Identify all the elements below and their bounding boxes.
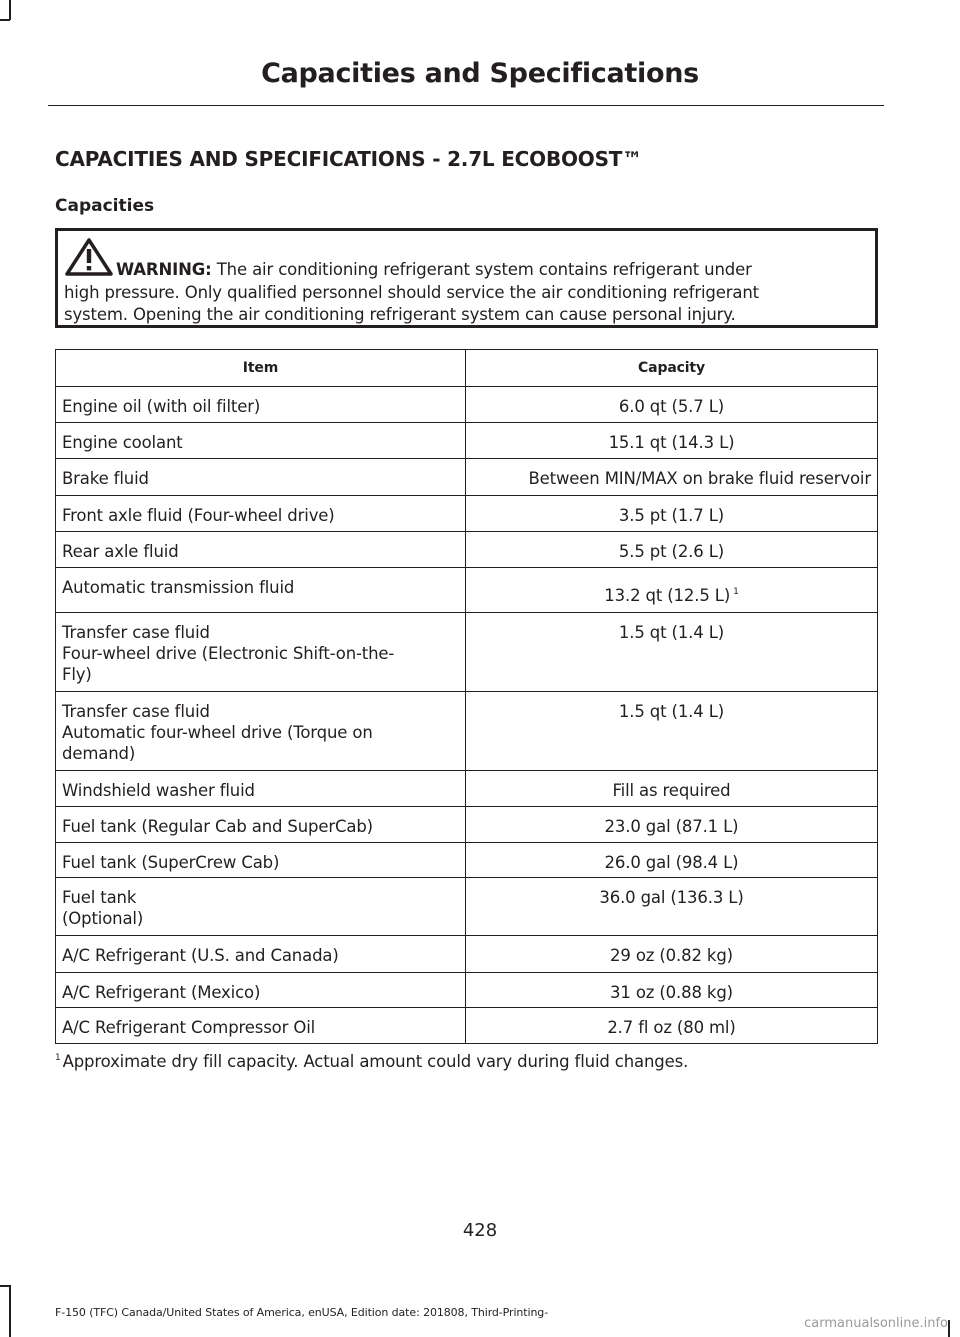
item-line: Fly)	[62, 665, 92, 684]
capacity-cell	[466, 532, 878, 568]
capacity-cell	[466, 771, 878, 807]
item-cell	[56, 878, 466, 936]
footnote-text: Approximate dry fill capacity. Actual amount could vary during fluid changes.	[62, 1052, 689, 1071]
capacity-cell	[466, 692, 878, 771]
table-row	[56, 568, 878, 613]
capacity-cell	[466, 807, 878, 843]
item-line: Fuel tank (SuperCrew Cab)	[62, 853, 280, 872]
item-cell	[56, 459, 466, 496]
item-cell	[56, 568, 466, 613]
subheading: Capacities	[55, 196, 155, 216]
item-line: Four-wheel drive (Electronic Shift-on-the-	[62, 644, 395, 663]
item-line: A/C Refrigerant (U.S. and Canada)	[62, 946, 339, 965]
item-line: Rear axle fluid	[62, 542, 179, 561]
capacity-value: 1.5 qt (1.4 L)	[618, 623, 725, 642]
table-row	[56, 423, 878, 459]
crop-mark	[948, 1320, 950, 1337]
item-cell	[56, 387, 466, 423]
item-cell	[56, 692, 466, 771]
capacity-value: 13.2 qt (12.5 L)	[604, 586, 731, 605]
table-body	[56, 387, 878, 1044]
crop-mark	[9, 0, 11, 20]
table-row	[56, 692, 878, 771]
item-line: Front axle fluid (Four-wheel drive)	[62, 506, 335, 525]
table-row	[56, 973, 878, 1008]
item-line: Automatic four-wheel drive (Torque on	[62, 723, 373, 742]
capacity-value: 5.5 pt (2.6 L)	[618, 542, 725, 561]
capacity-value: 2.7 fl oz (80 ml)	[607, 1018, 736, 1037]
capacity-value: 15.1 qt (14.3 L)	[608, 433, 735, 452]
table-row	[56, 807, 878, 843]
item-cell	[56, 613, 466, 692]
column-header-item: Item	[56, 350, 466, 387]
item-cell	[56, 936, 466, 973]
page-number: 428	[462, 1220, 498, 1241]
item-line: Transfer case fluid	[62, 623, 210, 642]
warning-line: system. Opening the air conditioning refrigerant system can cause personal injury.	[64, 305, 736, 324]
section-heading: CAPACITIES AND SPECIFICATIONS - 2.7L ECOBOOST™	[55, 147, 643, 171]
table-row	[56, 936, 878, 973]
header-divider	[48, 105, 884, 106]
crop-mark	[0, 1285, 10, 1287]
item-line: (Optional)	[62, 909, 144, 928]
item-line: Fuel tank	[62, 888, 137, 907]
capacity-cell	[466, 843, 878, 878]
capacity-cell	[466, 973, 878, 1008]
capacity-cell	[466, 568, 878, 613]
capacity-value: 26.0 gal (98.4 L)	[604, 853, 739, 872]
warning-box	[55, 228, 878, 328]
capacity-cell	[466, 613, 878, 692]
capacity-value: Fill as required	[612, 781, 731, 800]
crop-mark	[9, 1285, 11, 1337]
table-header-row	[56, 350, 878, 387]
capacity-cell	[466, 459, 878, 496]
table-row	[56, 843, 878, 878]
item-cell	[56, 843, 466, 878]
footnote	[55, 1052, 688, 1071]
capacity-cell	[466, 1008, 878, 1044]
capacity-cell	[466, 878, 878, 936]
capacity-value: 6.0 qt (5.7 L)	[618, 397, 725, 416]
warning-line: The air conditioning refrigerant system contains refrigerant under	[216, 260, 752, 279]
edition-line: F-150 (TFC) Canada/United States of America, enUSA, Edition date: 201808, Third-Printing-	[55, 1306, 549, 1319]
capacity-value: 36.0 gal (136.3 L)	[599, 888, 744, 907]
table-row	[56, 878, 878, 936]
item-line: Windshield washer fluid	[62, 781, 255, 800]
item-line: Automatic transmission fluid	[62, 578, 295, 597]
item-cell	[56, 496, 466, 532]
table-row	[56, 613, 878, 692]
item-line: Transfer case fluid	[62, 702, 210, 721]
item-cell	[56, 1008, 466, 1044]
item-line: Fuel tank (Regular Cab and SuperCab)	[62, 817, 373, 836]
item-line: Engine coolant	[62, 433, 183, 452]
item-line: demand)	[62, 744, 136, 763]
capacity-cell	[466, 496, 878, 532]
item-line: A/C Refrigerant (Mexico)	[62, 983, 261, 1002]
footnote-reference: 1	[733, 587, 739, 597]
table-row	[56, 459, 878, 496]
capacity-value: 1.5 qt (1.4 L)	[618, 702, 725, 721]
capacity-cell	[466, 387, 878, 423]
capacity-value: 29 oz (0.82 kg)	[610, 946, 733, 965]
capacity-value: 3.5 pt (1.7 L)	[618, 506, 725, 525]
table-row	[56, 532, 878, 568]
capacity-value: Between MIN/MAX on brake fluid reservoir	[528, 469, 871, 488]
item-line: Brake fluid	[62, 469, 149, 488]
item-cell	[56, 771, 466, 807]
table-row	[56, 496, 878, 532]
capacity-value: 31 oz (0.88 kg)	[610, 983, 733, 1002]
capacity-value: 23.0 gal (87.1 L)	[604, 817, 739, 836]
table-row	[56, 387, 878, 423]
table-row	[56, 1008, 878, 1044]
table-row	[56, 771, 878, 807]
column-header-capacity: Capacity	[466, 350, 878, 387]
watermark: carmanualsonline.info	[804, 1316, 948, 1331]
capacity-cell	[466, 936, 878, 973]
warning-text	[64, 259, 864, 327]
page-header-title: Capacities and Specifications	[261, 58, 699, 89]
warning-line: high pressure. Only qualified personnel should service the air conditioning refrigerant	[64, 282, 759, 302]
item-cell	[56, 807, 466, 843]
item-line: Engine oil (with oil filter)	[62, 397, 261, 416]
item-cell	[56, 973, 466, 1008]
capacity-cell	[466, 423, 878, 459]
crop-mark	[0, 19, 10, 21]
item-line: A/C Refrigerant Compressor Oil	[62, 1018, 316, 1037]
warning-label: WARNING:	[116, 260, 212, 279]
item-cell	[56, 423, 466, 459]
capacities-table	[55, 349, 878, 1044]
footnote-marker: 1	[55, 1053, 61, 1063]
item-cell	[56, 532, 466, 568]
